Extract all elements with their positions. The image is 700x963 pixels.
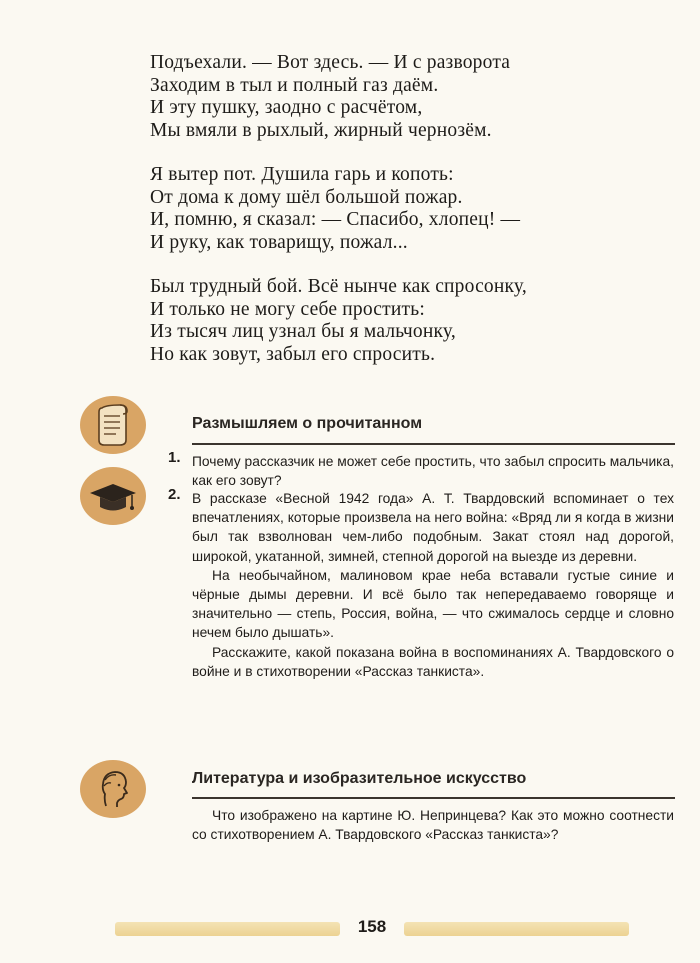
- footer-band-right: [404, 922, 629, 936]
- poem-line: От дома к дому шёл большой пожар.: [150, 186, 463, 208]
- question-number: 2.: [168, 486, 181, 503]
- stanza-2: [150, 164, 670, 254]
- footer-band-left: [115, 922, 340, 936]
- stanza-1: [150, 52, 670, 142]
- question-text: Почему рассказчик не может себе простить, что забыл спросить мальчика, как его зовут?: [192, 454, 674, 489]
- graduation-cap-icon: [80, 467, 146, 525]
- poem-line: И только не могу себе простить:: [150, 298, 425, 320]
- poem-line: Но как зовут, забыл его спросить.: [150, 343, 436, 365]
- question-quote: На необычайном, малиновом крае неба вставали густые синие и чёрные дымы деревни. И всё было так непередаваемо говоряще и значительно — степь, Россия, война, — что сжималось сердце и словно нечем было дышать».: [192, 567, 674, 641]
- page-number: 158: [357, 917, 387, 936]
- stanza-3: [150, 276, 670, 366]
- section-divider: [192, 443, 675, 445]
- section-divider: [192, 797, 675, 799]
- poem-line: Я вытер пот. Душила гарь и копоть:: [150, 164, 454, 185]
- poem-line: И руку, как товарищу, пожал...: [150, 231, 408, 253]
- question-text: В рассказе «Весной 1942 года» А. Т. Твардовский вспоминает о тех впечатлениях, которые произвела на него война: «Вряд ли я когда в жизни был так взволнован чем-либо подобным. Закат стоял над дорогой, широкой, укатанной, зимней, степной дорогой на выезде из деревни.: [192, 491, 674, 564]
- classical-head-icon: [80, 760, 146, 818]
- poem-line: Подъехали. — Вот здесь. — И с разворота: [150, 52, 511, 73]
- question-1: [192, 452, 674, 490]
- poem: [150, 52, 670, 388]
- question-number: 1.: [168, 449, 181, 466]
- art-question: Что изображено на картине Ю. Непринцева? Как это можно соотнести со стихотворением А. Твардовского «Рассказ танкиста»?: [192, 808, 674, 843]
- section-title-art: Литература и изобразительное искусство: [192, 770, 527, 787]
- question-2: [192, 489, 674, 681]
- poem-line: Заходим в тыл и полный газ даём.: [150, 74, 439, 96]
- poem-line: Был трудный бой. Всё нынче как спросонку,: [150, 276, 527, 297]
- scroll-icon: [80, 396, 146, 454]
- section-title-reflect: Размышляем о прочитанном: [192, 415, 423, 432]
- poem-line: И, помню, я сказал: — Спасибо, хлопец! —: [150, 209, 521, 230]
- poem-line: И эту пушку, заодно с расчётом,: [150, 97, 423, 118]
- question-task: Расскажите, какой показана война в воспоминаниях А. Твардовского о войне и в стихотворении «Рассказ танкиста».: [192, 644, 674, 679]
- poem-line: Мы вмяли в рыхлый, жирный чернозём.: [150, 119, 492, 141]
- poem-line: Из тысяч лиц узнал бы я мальчонку,: [150, 321, 456, 342]
